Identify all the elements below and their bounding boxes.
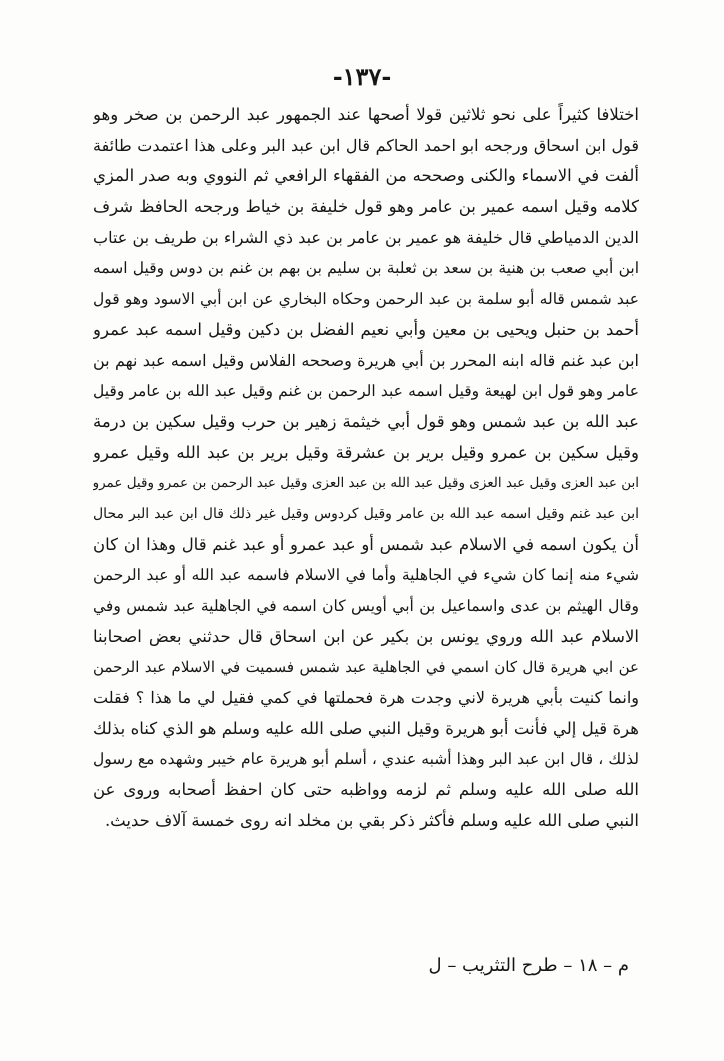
text-line: عبد شمس قاله أبو سلمة بن عبد الرحمن وحكاه البخاري عن ابن أبي الاسود وهو قول xyxy=(93,290,639,309)
text-line: اختلافا كثيراً على نحو ثلاثين قولا أصحها عند الجمهور عبد الرحمن بن صخر وهو xyxy=(93,105,639,124)
text-line: وانما كنيت بأبي هريرة لاني وجدت هرة فحملتها في كمي فقيل لي ما هذا ؟ فقلت xyxy=(93,688,639,708)
text-line: شيء منه إنما كان شيء في الجاهلية وأما في الاسلام فاسمه عبد الله أو عبد الرحمن xyxy=(93,566,639,585)
body-text xyxy=(93,100,639,837)
text-line: هرة قيل إلي فأنت أبو هريرة وقيل النبي صلى الله عليه وسلم هو الذي كناه بذلك xyxy=(93,718,639,738)
text-line: ألفت في الاسماء والكنى وصححه من الفقهاء الرافعي ثم النووي وبه صدر المزي xyxy=(93,166,639,186)
text-line: أحمد بن حنبل ويحيى بن معين وأبي نعيم الفضل بن دكين وقيل اسمه عبد عمرو xyxy=(93,319,639,339)
text-line: كلامه وقيل اسمه عمير بن عامر وهو قول خليفة بن خياط ورجحه الحافظ شرف xyxy=(93,197,639,217)
text-line: ابن عبد غنم وقيل اسمه عبد الله بن عامر وقيل كردوس وقيل غير ذلك قال ابن عبد البر محال xyxy=(93,505,639,522)
text-line: وقيل سكين بن عمرو وقيل برير بن عشرقة وقيل برير بن عبد الله وقيل عمرو xyxy=(93,442,639,462)
text-line: ابن أبي صعب بن هنية بن سعد بن ثعلبة بن سليم بن بهم بن غنم بن دوس وقيل اسمه xyxy=(93,259,639,278)
text-line: الله صلى الله عليه وسلم ثم لزمه وواظبه حتى كان احفظ أصحابه وروى عن xyxy=(93,780,639,800)
text-line: ابن عبد غنم قاله ابنه المحرر بن أبي هريرة وصححه الفلاس وقيل اسمه عبد نهم بن xyxy=(93,350,639,370)
text-line: النبي صلى الله عليه وسلم فأكثر ذكر بقي بن مخلد انه روى خمسة آلاف حديث. xyxy=(104,810,639,830)
footer-signature: م – ١٨ – طرح التثريب – ل xyxy=(428,955,629,976)
text-line: عن ابي هريرة قال كان اسمي في الجاهلية عبد شمس فسميت في الاسلام عبد الرحمن xyxy=(93,658,639,677)
text-line: الاسلام عبد الله وروي يونس بن بكير عن ابن اسحاق قال حدثني بعض اصحابنا xyxy=(93,626,639,646)
text-line: قول ابن اسحاق ورجحه ابو احمد الحاكم قال ابن عبد البر وعلى هذا اعتمدت طائفة xyxy=(93,135,639,155)
text-line: وقال الهيثم بن عدى واسماعيل بن أبي أويس كان اسمه في الجاهلية عبد شمس وفي xyxy=(93,597,639,615)
text-line: الدين الدمياطي قال خليفة هو عمير بن عامر بن عبد ذي الشراء بن طريف بن عتاب xyxy=(93,227,639,247)
text-line: لذلك ، قال ابن عبد البر وهذا أشبه عندي ، أسلم أبو هريرة عام خيبر وشهده مع رسول xyxy=(93,750,639,769)
text-line: أن يكون اسمه في الاسلام عبد شمس أو عبد عمرو أو عبد غنم قال وهذا ان كان xyxy=(93,534,639,554)
text-line: عبد الله بن عبد شمس وهو قول أبي خيثمة زهير بن حرب وقيل سكين بن درمة xyxy=(93,411,639,431)
text-line: عامر وهو قول ابن لهيعة وقيل اسمه عبد الرحمن بن غنم وقيل عبد الله بن عامر وقيل xyxy=(93,382,639,401)
page-number: -١٣٧- xyxy=(332,62,392,91)
text-line: ابن عبد العزى وقيل عبد العزى وقيل عبد الله بن عبد العزى وقيل عبد الرحمن بن عمرو وقيل عمرو xyxy=(93,475,639,492)
